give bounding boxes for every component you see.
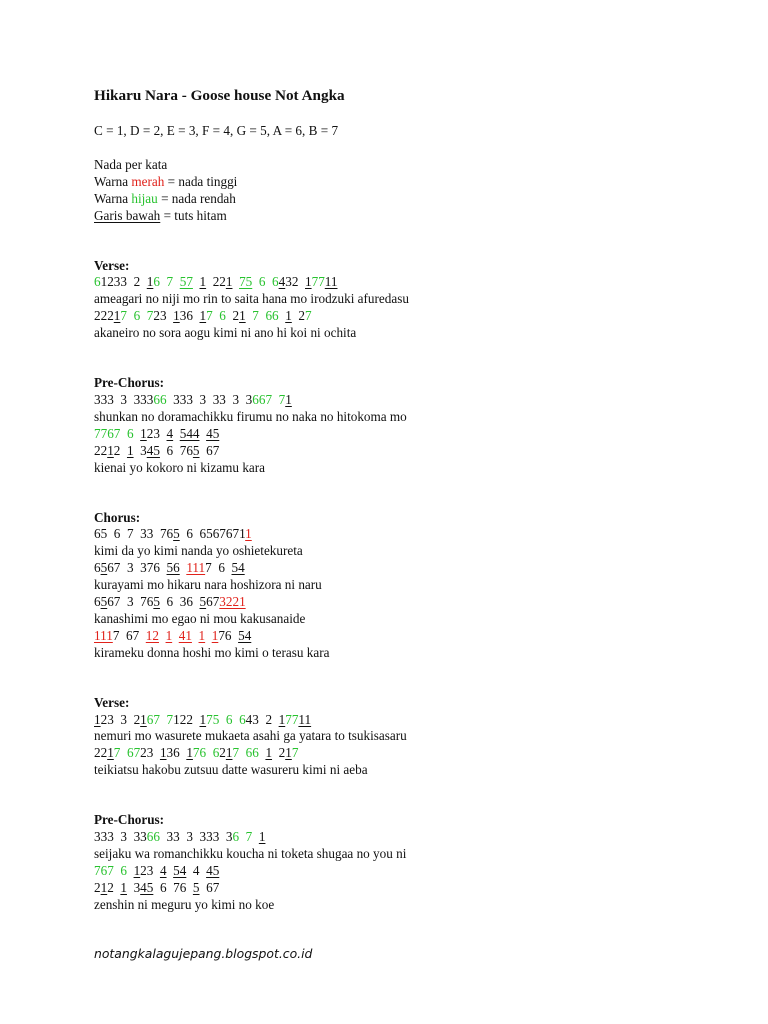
legend-line [94, 208, 694, 225]
text-segment: 7 [278, 391, 286, 407]
text-segment: 67 3 376 [107, 560, 167, 576]
lyric-line [94, 728, 694, 745]
text-segment: 7 [146, 308, 154, 324]
text-segment: 667 [252, 391, 273, 407]
text-segment: 66 [146, 829, 160, 845]
text-segment: 6 [126, 425, 134, 441]
note-mapping: C = 1, D = 2, E = 3, F = 4, G = 5, A = 6, B = 7 [94, 123, 339, 138]
text-segment: 7767 [94, 425, 121, 441]
text-segment: 6 [225, 711, 233, 727]
text-segment [193, 274, 200, 289]
text-segment: ameagari no niji mo rin to saita hana mo irodzuki afuredasu [94, 291, 409, 307]
text-segment: 43 2 [245, 711, 279, 727]
section-heading: Pre-Chorus: [94, 812, 165, 828]
legend-line [94, 174, 694, 191]
text-segment: 7 [166, 274, 174, 290]
text-segment: 3221 [219, 594, 246, 610]
text-segment: 6 [153, 274, 160, 290]
notation-line [94, 745, 694, 762]
text-segment: 5 [100, 560, 108, 576]
text-segment [252, 829, 259, 844]
lyric-line [94, 645, 694, 662]
text-segment: 54 [231, 560, 245, 576]
text-segment: 3 [126, 879, 141, 895]
lyric-line [94, 846, 694, 863]
text-segment: 7 6 [205, 560, 232, 576]
text-segment: 1 [126, 442, 134, 458]
text-segment: kurayami mo hikaru nara hoshizora ni naru [94, 577, 322, 593]
text-segment: 122 [173, 711, 200, 727]
text-segment [173, 274, 180, 289]
notation-line [94, 863, 694, 880]
text-segment: teikiatsu hakobu zutsuu datte wasureru kimi ni aeba [94, 762, 368, 778]
notation-line [94, 392, 694, 409]
text-segment: hijau [131, 190, 158, 206]
text-segment: 6 [94, 560, 101, 576]
text-segment: 5 [199, 594, 207, 610]
text-segment: 6 [94, 594, 101, 610]
text-segment: 67 [199, 442, 220, 458]
section-spacer [94, 342, 694, 375]
text-segment: nemuri mo wasurete mukaeta asahi ga yatara to tsukisasaru [94, 728, 407, 744]
text-segment: 333 3 33 3 3 [166, 391, 253, 407]
section-spacer [94, 477, 694, 510]
spacer [94, 106, 694, 123]
text-segment: 32 [285, 274, 305, 290]
text-segment: 6 76 [159, 442, 193, 458]
lyric-line [94, 291, 694, 308]
section-heading: Pre-Chorus: [94, 375, 165, 391]
text-segment: 4 [159, 862, 167, 878]
text-segment: 22 [94, 442, 108, 458]
text-segment: 7 [291, 745, 299, 761]
text-segment: 1 [133, 862, 141, 878]
text-segment: 4 [166, 425, 174, 441]
text-segment: 23 [146, 425, 167, 441]
text-segment: 67 3 76 [107, 594, 154, 610]
text-segment: 6 [120, 862, 127, 878]
text-segment: 56 [166, 560, 180, 576]
notation-line [94, 829, 694, 846]
text-segment: 5 [153, 594, 160, 610]
text-segment: 1 [107, 745, 114, 761]
text-segment: 23 [140, 862, 160, 878]
section-heading: Verse: [94, 694, 130, 710]
text-segment: 7 67 [112, 627, 146, 643]
legend-line [94, 191, 694, 208]
text-segment: 54 [238, 627, 252, 643]
song-section [94, 510, 694, 662]
text-segment: 45 [146, 442, 160, 458]
text-segment: 22 [206, 274, 226, 290]
text-segment: 77 [311, 274, 325, 290]
text-segment: 1233 2 [100, 274, 147, 290]
text-segment: 1 [94, 711, 101, 727]
text-segment [120, 426, 127, 441]
text-segment: akaneiro no sora aogu kimi ni ano hi koi ni ochita [94, 325, 357, 341]
text-segment: 1 [140, 425, 147, 441]
text-segment: 1 [199, 274, 207, 290]
text-segment: 6 [219, 308, 226, 324]
text-segment: 5 [192, 879, 200, 895]
text-segment: Garis bawah [94, 207, 161, 223]
text-segment: = nada tinggi [164, 173, 238, 189]
text-segment: 7 [206, 308, 213, 324]
text-segment: 75 [206, 711, 220, 727]
text-segment [239, 829, 246, 844]
text-segment: 7 [245, 829, 253, 845]
text-segment: 6 6567671 [179, 526, 246, 542]
text-segment [272, 392, 279, 407]
notation-line [94, 426, 694, 443]
text-segment: 1 [239, 308, 246, 324]
text-segment [160, 712, 167, 727]
text-segment: 1 [186, 745, 193, 761]
text-segment: 2 [219, 745, 226, 761]
lyric-line [94, 460, 694, 477]
text-segment: 6 [94, 274, 101, 290]
text-segment: 3 [133, 442, 147, 458]
text-segment: 333 3 333 [94, 391, 154, 407]
lyric-line [94, 543, 694, 560]
text-segment: 12 [145, 627, 159, 643]
text-segment: 76 [218, 627, 239, 643]
text-segment: 67 [199, 879, 220, 895]
text-segment [219, 712, 226, 727]
lyric-line [94, 762, 694, 779]
text-segment: 66 [245, 745, 259, 761]
text-segment: 66 [265, 308, 279, 324]
text-segment [205, 628, 212, 643]
text-segment [120, 745, 127, 760]
text-segment: 333 3 33 [94, 829, 147, 845]
text-segment: 36 [166, 745, 187, 761]
text-segment: 66 [153, 391, 167, 407]
legend-line [94, 157, 694, 174]
text-segment: 5 [100, 594, 108, 610]
text-segment: 5 [192, 442, 200, 458]
text-segment: 23 [153, 308, 174, 324]
text-segment: 1 [199, 308, 207, 324]
text-segment: 2 [94, 879, 101, 895]
section-spacer [94, 779, 694, 812]
text-segment: kanashimi mo egao ni mou kakusanaide [94, 610, 306, 626]
text-segment: merah [131, 173, 165, 189]
text-segment: = tuts hitam [160, 207, 227, 223]
lyric-line [94, 325, 694, 342]
notation-line [94, 443, 694, 460]
text-segment: = nada rendah [157, 190, 236, 206]
lyric-line [94, 577, 694, 594]
notation-line [94, 526, 694, 543]
text-segment: Nada per kata [94, 156, 168, 172]
text-segment [252, 274, 259, 289]
notation-line [94, 308, 694, 325]
text-segment: 6 [133, 308, 141, 324]
text-segment: kienai yo kokoro ni kizamu kara [94, 459, 266, 475]
text-segment: zenshin ni meguru yo kimi no koe [94, 896, 275, 912]
text-segment: 2 [113, 442, 127, 458]
text-segment: 45 [140, 879, 154, 895]
text-segment: 6 36 [159, 594, 200, 610]
text-segment: 57 [179, 274, 193, 290]
text-segment: 222 [94, 308, 114, 324]
text-segment: Warna [94, 173, 132, 189]
text-segment: seijaku wa romanchikku koucha ni toketa shugaa no you ni [94, 846, 407, 861]
lyric-line [94, 897, 694, 914]
text-segment: 1 [225, 274, 233, 290]
text-segment: 111 [186, 560, 206, 576]
text-segment: 1 [165, 627, 173, 643]
text-segment: 6 [258, 274, 266, 290]
text-segment: 1 [140, 711, 147, 727]
text-segment: 1 [245, 526, 252, 542]
text-segment: 45 [206, 862, 220, 878]
document-content [94, 86, 694, 914]
text-segment: 75 [239, 274, 253, 290]
text-segment: 4 [186, 862, 207, 878]
text-segment [173, 426, 180, 441]
song-sections [94, 225, 694, 914]
section-heading: Verse: [94, 257, 130, 273]
song-section [94, 375, 694, 476]
text-segment: 767 [94, 862, 114, 878]
text-segment: 22 [94, 745, 108, 761]
text-segment: 67 [146, 711, 160, 727]
text-segment: Warna [94, 190, 132, 206]
text-segment: 7 [232, 745, 240, 761]
text-segment: 1 [225, 745, 233, 761]
text-segment: 1 [199, 711, 207, 727]
text-segment [127, 308, 134, 323]
text-segment: 1 [285, 308, 292, 324]
text-segment: 65 6 7 33 76 [94, 526, 174, 542]
song-section [94, 695, 694, 780]
notation-line [94, 274, 694, 291]
text-segment: 7 [305, 308, 312, 324]
text-segment: 1 [211, 627, 219, 643]
section-spacer [94, 662, 694, 695]
text-segment: 1 [146, 274, 154, 290]
text-segment: 1 [120, 879, 127, 895]
text-segment: 1 [278, 711, 286, 727]
text-segment: 36 [179, 308, 200, 324]
text-segment: 11 [298, 711, 312, 727]
text-segment: 54 [173, 862, 187, 878]
text-segment [159, 628, 166, 643]
notation-line [94, 560, 694, 577]
text-segment: 7 [166, 711, 174, 727]
text-segment: 76 [192, 745, 207, 761]
text-segment [140, 308, 147, 323]
text-segment: 4 [278, 274, 286, 290]
text-segment: 1 [285, 391, 292, 407]
lyric-line [94, 409, 694, 426]
text-segment: 6 [239, 711, 246, 727]
section-heading: Chorus: [94, 509, 141, 525]
text-segment [160, 274, 167, 289]
text-segment [239, 745, 246, 760]
song-section [94, 258, 694, 343]
footer-source: notangkalagujepang.blogspot.co.id [94, 946, 313, 961]
text-segment: 41 [178, 627, 192, 643]
text-segment: 2 [107, 879, 121, 895]
text-segment: shunkan no doramachikku firumu no naka no hitokoma mo [94, 408, 407, 424]
text-segment: 111 [94, 627, 113, 643]
text-segment: 45 [206, 425, 220, 441]
spacer [94, 140, 694, 157]
notation-line [94, 880, 694, 897]
text-segment: 5 [173, 526, 180, 542]
text-segment: 2 [225, 308, 240, 324]
text-segment: 1 [265, 745, 273, 761]
legend [94, 157, 694, 225]
lyric-line [94, 611, 694, 628]
text-segment: 1 [198, 627, 206, 643]
text-segment: 6 [272, 274, 279, 290]
page-title: Hikaru Nara - Goose house Not Angka [94, 87, 345, 104]
text-segment: 6 [232, 829, 240, 845]
text-segment: 1 [107, 442, 114, 458]
text-segment: kirameku donna hoshi mo kimi o terasu kara [94, 644, 330, 660]
text-segment: 77 [285, 711, 299, 727]
text-segment: 67 [126, 745, 141, 761]
text-segment: 23 3 2 [100, 711, 141, 727]
text-segment: 23 [140, 745, 160, 761]
text-segment: 1 [258, 829, 266, 845]
text-segment: 6 76 [153, 879, 193, 895]
text-segment: 33 3 333 3 [159, 829, 233, 845]
notation-line [94, 628, 694, 645]
text-segment: 1 [159, 745, 167, 761]
notation-line [94, 712, 694, 729]
notation-line [94, 594, 694, 611]
text-segment: 1 [305, 274, 312, 290]
song-section [94, 812, 694, 913]
text-segment [206, 745, 213, 760]
text-segment: 2 [272, 745, 286, 761]
text-segment: 7 [120, 308, 127, 324]
section-spacer [94, 225, 694, 258]
text-segment: 2 [291, 308, 305, 324]
text-segment: 1 [113, 308, 121, 324]
text-segment: 7 [252, 308, 259, 324]
text-segment [192, 628, 199, 643]
text-segment [127, 863, 134, 878]
text-segment: 7 [113, 745, 121, 761]
text-segment: 6 [212, 745, 220, 761]
text-segment: 11 [324, 274, 338, 290]
text-segment: 544 [179, 425, 200, 441]
text-segment: 1 [173, 308, 180, 324]
text-segment: 1 [100, 879, 108, 895]
text-segment [172, 628, 179, 643]
text-segment: 1 [285, 745, 292, 761]
text-segment: 67 [206, 594, 220, 610]
text-segment: kimi da yo kimi nanda yo oshietekureta [94, 543, 303, 559]
